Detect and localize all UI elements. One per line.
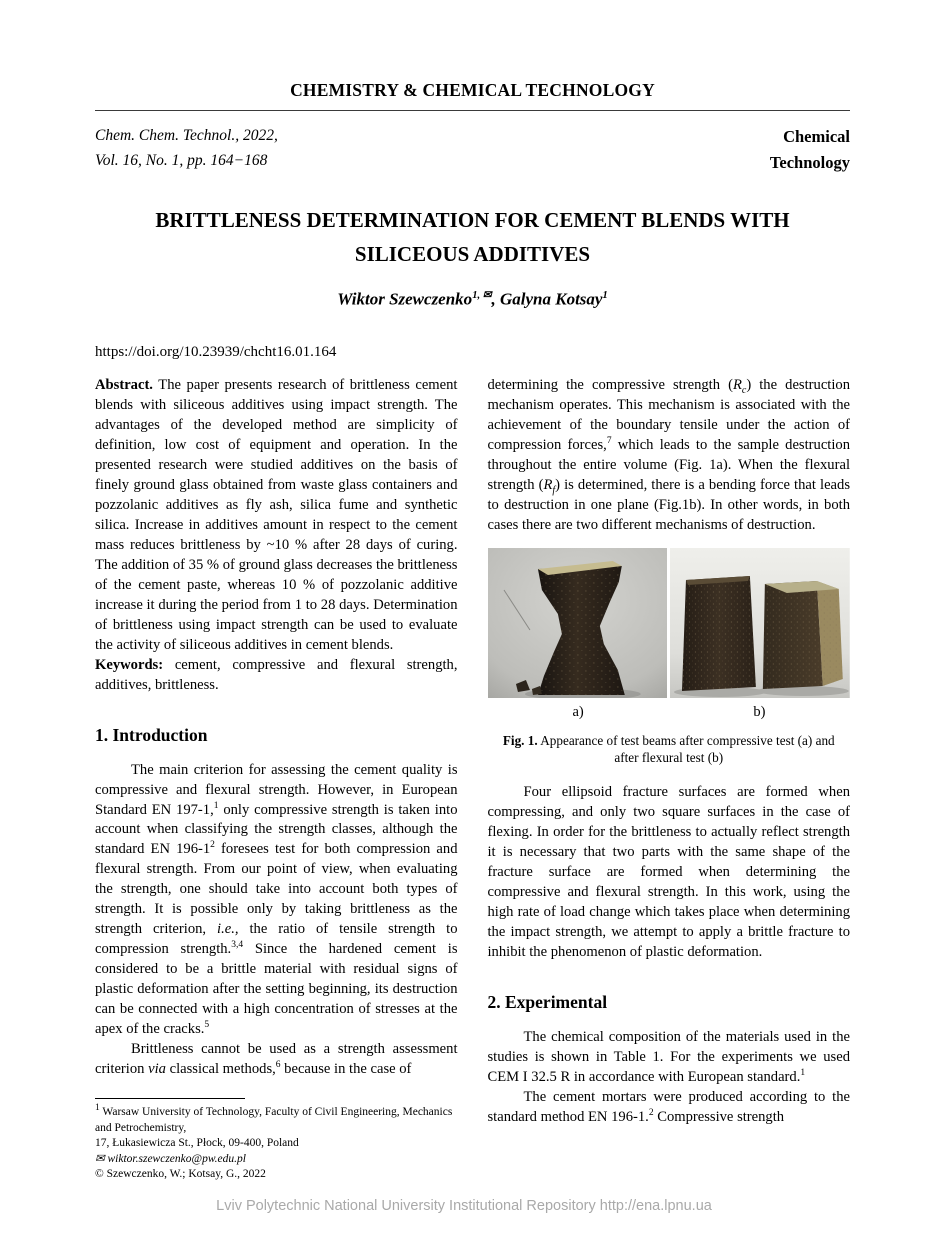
abstract <box>95 376 458 656</box>
figure-1-caption-text: Appearance of test beams after compressive test (a) and after flexural test (b) <box>540 732 835 766</box>
abstract-label: Abstract. <box>95 376 153 393</box>
introduction-paragraph-1: The main criterion for assessing the cement quality is compressive and flexural strength. However, in European Standard EN 197-1,$^1$ only compressive strength is taken into account when classifying the strength classes, although the standard EN $196-1^2$ foresees test for both compression and flexural strength. From our point of view, when evaluating the strength, one should take into account both types of strength. It is possible only by taking brittleness as the strength criterion, i.e., the ratio of tensile strength to compression strength.$^{3,4}$ Since the hardened cement is considered to be a brittle material with residual signs of plastic deformation after the setting beginning, its destruction can be connected with a high concentration of stresses at the apex of the cracks.$^5$ <box>95 761 458 1038</box>
brand-line-1: Chemical <box>783 127 850 146</box>
footnote-affiliation: $^1$ Warsaw University of Technology, Faculty of Civil Engineering, Mechanics and Petrochemistry, <box>95 1103 453 1134</box>
keywords-label: Keywords: <box>95 656 164 673</box>
figure-1-photos <box>488 548 851 698</box>
flexural-test-photo <box>670 548 850 698</box>
figure-1-sublabels <box>488 703 851 723</box>
figure-1-label-b: b) <box>753 703 766 720</box>
figure-1-caption <box>496 732 841 768</box>
footnote-divider <box>95 1098 245 1099</box>
figure-1-caption-label: Fig. 1. <box>502 732 538 748</box>
experimental-paragraph-2: The cement mortars were produced according to the standard method EN 196-1.$^2$ Compressive strength <box>487 1088 850 1125</box>
compressive-test-photo <box>488 548 668 698</box>
journal-brand <box>770 124 850 175</box>
journal-citation <box>95 124 278 175</box>
authors: Wiktor Szewczenko$^{1, ✉}$, Galyna Kotsay$^1$ <box>337 289 608 309</box>
flexural-samples-image <box>670 548 850 698</box>
paper-title-line-1: BRITTLENESS DETERMINATION FOR CEMENT BLENDS WITH <box>155 208 790 233</box>
figure-1-label-a: a) <box>572 703 584 720</box>
paper-title-line-2: SILICEOUS ADDITIVES <box>354 242 591 267</box>
two-column-body <box>95 376 850 1183</box>
right-column <box>488 376 851 1183</box>
journal-info-row <box>95 124 850 175</box>
section-heading-experimental: 2. Experimental <box>487 992 608 1013</box>
repository-footer: Lviv Polytechnic National University Institutional Repository http://ena.lpnu.ua <box>216 1198 712 1214</box>
footnote-email: ✉ wiktor.szewczenko@pw.edu.pl <box>95 1152 246 1165</box>
left-column <box>95 376 458 1183</box>
introduction-paragraph-2: Brittleness cannot be used as a strength assessment criterion via classical methods,$^6$ because in the case of <box>95 1041 458 1078</box>
keywords <box>95 656 458 696</box>
footnote-copyright: © Szewczenko, W.; Kotsay, G., 2022 <box>95 1168 266 1181</box>
figure-1 <box>488 548 851 767</box>
keywords-text: cement, compressive and flexural strength, additives, brittleness. <box>95 656 458 693</box>
doi-link: https://doi.org/10.23939/chcht16.01.164 <box>95 343 337 360</box>
section-heading-introduction: 1. Introduction <box>95 724 208 745</box>
footnote-address: 17, Łukasiewicza St., Płock, 09-400, Poland <box>95 1137 299 1150</box>
header-divider <box>95 110 850 111</box>
compressive-sample-image <box>488 548 668 698</box>
citation-line-1: Chem. Chem. Technol., 2022, <box>95 127 278 144</box>
footnote-block <box>95 1098 458 1183</box>
brand-line-2: Technology <box>769 152 850 172</box>
abstract-text: The paper presents research of brittleness cement blends with siliceous additives using impact strength. The advantages of the developed method are simplicity of definition, low cost of equipment and operation. In the presented research were studied additives on the basis of finely ground glass obtained from waste glass containers and pozzolanic additives as fly ash, silica fume and synthetic silica. Increase in additives amount in respect to the cement mass reduces brittleness by ~10 % after 28 days of curing. The addition of 35 % of ground glass decreases the brittleness of the cement paste, whereas 10 % of pozzolanic additive increase it during the period from 1 to 28 days. Determination of brittleness using impact strength can be used to evaluate the activity of siliceous additives in cement blends. <box>95 376 458 653</box>
citation-line-2: Vol. 16, No. 1, pp. 164−168 <box>95 151 268 169</box>
right-paragraph-1: determining the compressive strength $(R_c)$ the destruction mechanism operates. This mechanism is associated with the achievement of the boundary tensile under the action of compression forces,$^7$ which leads to the sample destruction throughout the entire volume (Fig. 1a). When the flexural strength $(R_f)$ is determined, there is a bending force that leads to destruction in one plane (Fig.1b). In other words, in both cases there are two different mechanisms of destruction. <box>487 376 851 533</box>
paper-title <box>95 203 850 271</box>
running-head: CHEMISTRY & CHEMICAL TECHNOLOGY <box>290 80 655 100</box>
right-paragraph-2: Four ellipsoid fracture surfaces are formed when compressing, and only two square surfaces in the case of flexing. In order for the brittleness to actually reflect strength it is necessary that two parts with the same shape of the fracture surface are formed when determining the compressive and flexural strength. In this work, using the high rate of load change which takes place when determining the impact strength, we attempt to apply a brittle fracture to inhibit the phenomenon of plastic deformation. <box>487 784 850 961</box>
experimental-paragraph-1: The chemical composition of the materials used in the studies is shown in Table 1. For the experiments we used CEM I 32.5 R in accordance with European standard.$^1$ <box>487 1029 850 1085</box>
